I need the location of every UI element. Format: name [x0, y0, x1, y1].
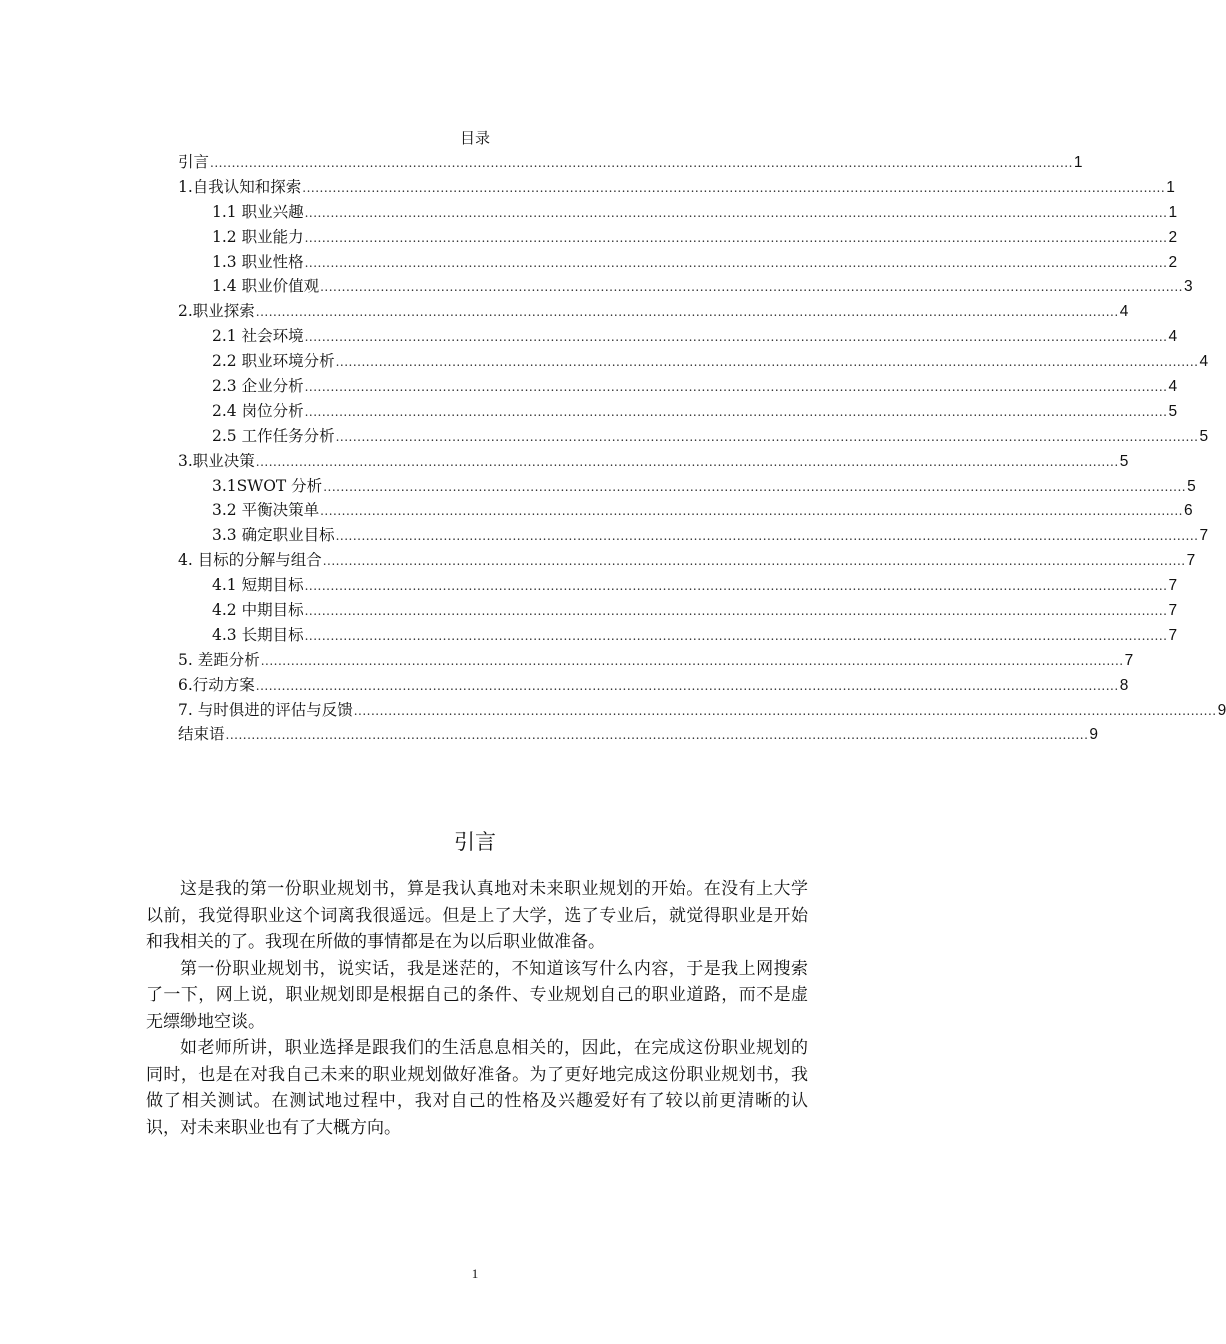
toc-leader-dots: ........................................................................................................................................................................................................ — [353, 703, 1217, 718]
toc-entry-label: 3.1SWOT 分析 — [212, 476, 323, 495]
toc-entry[interactable] — [178, 150, 1083, 175]
toc-entry[interactable] — [178, 548, 1196, 573]
toc-title: 目录 — [459, 129, 490, 147]
toc-leader-dots: ........................................................................................................................................................................................................ — [225, 728, 1089, 743]
toc-leader-dots: ........................................................................................................................................................................................................ — [322, 554, 1186, 569]
toc-leader-dots: ........................................................................................................................................................................................................ — [335, 529, 1199, 544]
toc-subentry[interactable] — [178, 598, 1178, 623]
toc-entry-label: 2.1 社会环境 — [212, 327, 304, 346]
toc-entry[interactable] — [178, 175, 1175, 200]
toc-entry[interactable] — [178, 648, 1134, 673]
toc-leader-dots: ........................................................................................................................................................................................................ — [320, 280, 1183, 295]
toc-entry-page: 7 — [1168, 577, 1178, 595]
toc-entry-label: 4.2 中期目标 — [212, 601, 304, 620]
toc-entry-page: 7 — [1168, 602, 1178, 620]
toc-entry-label: 5. 差距分析 — [178, 650, 260, 669]
toc-leader-dots: ........................................................................................................................................................................................................ — [323, 479, 1187, 494]
toc-leader-dots: ........................................................................................................................................................................................................ — [304, 380, 1168, 395]
toc-leader-dots: ........................................................................................................................................................................................................ — [304, 255, 1168, 270]
toc-subentry[interactable] — [178, 349, 1209, 374]
toc-entry-label: 1.自我认知和探索 — [178, 177, 302, 196]
toc-entry-page: 7 — [1124, 651, 1134, 669]
intro-paragraph: 如老师所讲，职业选择是跟我们的生活息息相关的，因此，在完成这份职业规划的同时，也是在对我自己未来的职业规划做好准备。为了更好地完成这份职业规划书，我做了相关测试。在测试地过程中，我对自己的性格及兴趣爱好有了较以前更清晰的认识，对未来职业也有了大概方向。 — [146, 1038, 808, 1138]
toc-entry-page: 8 — [1119, 676, 1129, 694]
toc-leader-dots: ........................................................................................................................................................................................................ — [304, 230, 1168, 245]
intro-body — [146, 876, 808, 1141]
toc-entry-page: 1 — [1166, 178, 1175, 196]
toc-entry-label: 2.4 岗位分析 — [212, 401, 304, 420]
toc-subentry[interactable] — [178, 623, 1178, 648]
toc-leader-dots: ........................................................................................................................................................................................................ — [304, 330, 1168, 345]
toc-entry-page: 4 — [1168, 328, 1178, 346]
toc-leader-dots: ........................................................................................................................................................................................................ — [335, 429, 1199, 444]
toc-subentry[interactable] — [178, 523, 1209, 548]
toc-leader-dots: ........................................................................................................................................................................................................ — [260, 653, 1124, 668]
toc-leader-dots: ........................................................................................................................................................................................................ — [302, 180, 1166, 195]
toc-entry-page: 4 — [1199, 353, 1209, 371]
toc-entry[interactable] — [178, 698, 1226, 723]
toc-leader-dots: ........................................................................................................................................................................................................ — [210, 156, 1073, 170]
toc-entry-page: 9 — [1217, 701, 1226, 719]
table-of-contents — [178, 150, 1226, 747]
toc-subentry[interactable] — [178, 498, 1193, 523]
toc-entry-page: 7 — [1199, 527, 1209, 545]
toc-leader-dots: ........................................................................................................................................................................................................ — [335, 355, 1199, 370]
toc-subentry[interactable] — [178, 474, 1196, 499]
toc-leader-dots: ........................................................................................................................................................................................................ — [304, 604, 1168, 619]
toc-entry-page: 4 — [1168, 378, 1178, 396]
toc-leader-dots: ........................................................................................................................................................................................................ — [320, 504, 1183, 519]
intro-heading: 引言 — [454, 830, 496, 854]
toc-entry-label: 1.1 职业兴趣 — [212, 202, 304, 221]
page-number: 1 — [471, 1266, 479, 1281]
toc-leader-dots: ........................................................................................................................................................................................................ — [255, 454, 1119, 469]
toc-entry-page: 2 — [1168, 253, 1178, 271]
toc-subentry[interactable] — [178, 424, 1209, 449]
toc-subentry[interactable] — [178, 274, 1193, 299]
toc-entry-label: 引言 — [178, 153, 210, 171]
toc-entry-page: 2 — [1168, 228, 1178, 246]
toc-entry[interactable] — [178, 722, 1099, 747]
toc-subentry[interactable] — [178, 573, 1178, 598]
toc-entry-page: 5 — [1187, 477, 1196, 495]
toc-entry-label: 4.3 长期目标 — [212, 625, 304, 644]
toc-entry-label: 1.2 职业能力 — [212, 227, 304, 246]
toc-entry-page: 7 — [1186, 552, 1196, 570]
toc-leader-dots: ........................................................................................................................................................................................................ — [255, 305, 1119, 320]
toc-entry-label: 6.行动方案 — [178, 675, 255, 694]
toc-leader-dots: ........................................................................................................................................................................................................ — [304, 205, 1168, 220]
toc-entry-label: 3.3 确定职业目标 — [212, 526, 335, 545]
toc-subentry[interactable] — [178, 324, 1178, 349]
toc-entry-label: 2.3 企业分析 — [212, 377, 304, 396]
toc-entry-page: 9 — [1089, 726, 1099, 744]
toc-entry-label: 7. 与时俱进的评估与反馈 — [178, 700, 353, 719]
toc-entry-label: 2.2 职业环境分析 — [212, 352, 335, 371]
toc-leader-dots: ........................................................................................................................................................................................................ — [304, 579, 1168, 594]
toc-subentry[interactable] — [178, 225, 1178, 250]
toc-entry-label: 4. 目标的分解与组合 — [178, 551, 322, 570]
toc-entry-page: 6 — [1183, 502, 1193, 520]
toc-subentry[interactable] — [178, 250, 1178, 275]
toc-entry-label: 结束语 — [178, 725, 225, 744]
toc-leader-dots: ........................................................................................................................................................................................................ — [304, 404, 1168, 419]
toc-entry-page: 1 — [1168, 203, 1178, 221]
toc-subentry[interactable] — [178, 374, 1178, 399]
intro-paragraph: 这是我的第一份职业规划书，算是我认真地对未来职业规划的开始。在没有上大学以前，我觉得职业这个词离我很遥远。但是上了大学，选了专业后，就觉得职业是开始和我相关的了。我现在所做的事情都是在为以后职业做准备。 — [146, 879, 808, 952]
toc-entry-label: 3.职业决策 — [178, 451, 255, 470]
intro-paragraph: 第一份职业规划书，说实话，我是迷茫的，不知道该写什么内容，于是我上网搜索了一下，网上说，职业规划即是根据自己的条件、专业规划自己的职业道路，而不是虚无缥缈地空谈。 — [146, 958, 808, 1032]
toc-entry-label: 3.2 平衡决策单 — [212, 501, 320, 520]
toc-entry-page: 3 — [1183, 278, 1193, 296]
toc-entry-page: 5 — [1168, 402, 1178, 420]
toc-leader-dots: ........................................................................................................................................................................................................ — [255, 678, 1119, 693]
toc-entry-label: 1.4 职业价值观 — [212, 277, 320, 296]
toc-entry[interactable] — [178, 299, 1129, 324]
toc-subentry[interactable] — [178, 399, 1178, 424]
toc-entry-label: 4.1 短期目标 — [212, 576, 304, 595]
toc-leader-dots: ........................................................................................................................................................................................................ — [304, 628, 1168, 643]
toc-entry-label: 2.职业探索 — [178, 302, 255, 321]
toc-entry[interactable] — [178, 449, 1129, 474]
toc-entry-page: 4 — [1119, 303, 1129, 321]
toc-entry-page: 5 — [1199, 427, 1209, 445]
toc-entry-page: 5 — [1119, 452, 1129, 470]
toc-subentry[interactable] — [178, 200, 1178, 225]
toc-entry-page: 1 — [1073, 154, 1083, 171]
toc-entry-label: 1.3 职业性格 — [212, 252, 304, 271]
toc-entry-label: 2.5 工作任务分析 — [212, 426, 335, 445]
toc-entry-page: 7 — [1168, 626, 1178, 644]
toc-entry[interactable] — [178, 673, 1129, 698]
